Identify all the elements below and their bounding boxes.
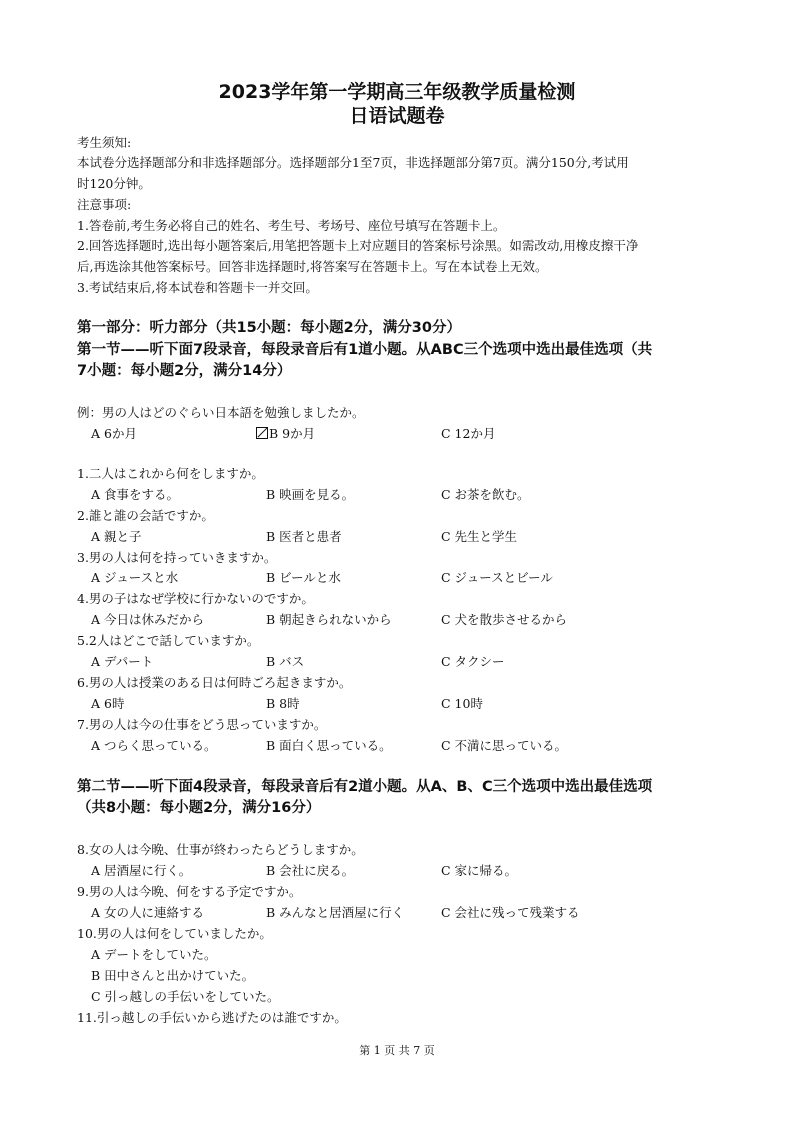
question-1: 1.二人はこれから何をしますか。 — [77, 466, 264, 481]
q6-option-c: C 10時 — [441, 696, 483, 711]
q4-option-c: C 犬を散歩させるから — [441, 612, 568, 627]
question-4: 4.男の子はなぜ学校に行かないのですか。 — [77, 591, 314, 606]
q1-option-a: A 食事をする。 — [91, 487, 180, 502]
q4-option-a: A 今日は休みだから — [91, 612, 205, 627]
q6-option-b: B 8時 — [266, 696, 300, 711]
q1-option-c: C お茶を飲む。 — [441, 487, 530, 502]
section2-heading-line1: 第二节——听下面4段录音，每段录音后有2道小题。从A、B、C三个选项中选出最佳选项 — [77, 779, 653, 795]
section1-heading-line2: 7小题：每小题2分，满分14分） — [77, 363, 292, 379]
q9-option-c: C 会社に残って残業する — [441, 905, 580, 920]
notice-item-3: 3.考试结束后,将本试卷和答题卡一并交回。 — [77, 280, 318, 295]
q2-option-a: A 親と子 — [91, 529, 142, 544]
checked-box-icon — [256, 427, 268, 439]
q10-option-c: C 引っ越しの手伝いをしていた。 — [91, 989, 280, 1004]
notice-label: 考生须知: — [77, 135, 132, 150]
q2-option-c: C 先生と学生 — [441, 529, 518, 544]
example-question: 例：男の人はどのぐらい日本語を勉強しましたか。 — [77, 405, 365, 420]
q10-option-b: B 田中さんと出かけていた。 — [91, 968, 255, 983]
question-5: 5.2人はどこで話していますか。 — [77, 633, 260, 648]
notice-item-2a: 2.回答选择题时,选出每小题答案后,用笔把答题卡上对应题目的答案标号涂黑。如需改动,用橡皮擦干净 — [77, 238, 639, 253]
example-option-c: C 12か月 — [441, 426, 496, 441]
exam-title: 2023学年第一学期高三年级教学质量检测 — [218, 81, 576, 103]
example-option-a: A 6か月 — [91, 426, 137, 441]
q7-option-c: C 不満に思っている。 — [441, 738, 568, 753]
q5-option-b: B バス — [266, 654, 305, 669]
question-9: 9.男の人は今晩、何をする予定ですか。 — [77, 884, 302, 899]
q7-option-b: B 面白く思っている。 — [266, 738, 392, 753]
q10-option-a: A デートをしていた。 — [91, 947, 217, 962]
question-2: 2.誰と誰の会話ですか。 — [77, 508, 214, 523]
question-11: 11.引っ越しの手伝いから逃げたのは誰ですか。 — [77, 1010, 347, 1025]
section2-heading-line2: （共8小题：每小题2分，满分16分） — [77, 800, 321, 816]
q4-option-b: B 朝起きられないから — [266, 612, 392, 627]
notice-item-2b: 后,再选涂其他答案标号。回答非选择题时,将答案写在答题卡上。写在本试卷上无效。 — [77, 259, 548, 274]
q5-option-c: C タクシー — [441, 654, 505, 669]
q9-option-a: A 女の人に連絡する — [91, 905, 205, 920]
q5-option-a: A デパート — [91, 654, 154, 669]
q7-option-a: A つらく思っている。 — [91, 738, 217, 753]
question-7: 7.男の人は今の仕事をどう思っていますか。 — [77, 717, 327, 732]
section1-heading-line1: 第一节——听下面7段录音，每段录音后有1道小题。从ABC三个选项中选出最佳选项（共 — [77, 342, 653, 358]
page-footer: 第 1 页 共 7 页 — [359, 1044, 435, 1057]
q8-option-c: C 家に帰る。 — [441, 863, 518, 878]
question-6: 6.男の人は授業のある日は何時ごろ起きますか。 — [77, 675, 352, 690]
notice-items-label: 注意事项: — [77, 197, 132, 212]
question-3: 3.男の人は何を持っていきますか。 — [77, 550, 277, 565]
q1-option-b: B 映画を見る。 — [266, 487, 355, 502]
q2-option-b: B 医者と患者 — [266, 529, 342, 544]
part1-heading: 第一部分：听力部分（共15小题：每小题2分，满分30分） — [77, 320, 461, 336]
q8-option-b: B 会社に戻る。 — [266, 863, 355, 878]
q3-option-a: A ジュースと水 — [91, 570, 179, 585]
q3-option-c: C ジュースとビール — [441, 570, 553, 585]
q8-option-a: A 居酒屋に行く。 — [91, 863, 192, 878]
notice-item-1: 1.答卷前,考生务必将自己的姓名、考生号、考场号、座位号填写在答题卡上。 — [77, 218, 506, 233]
q6-option-a: A 6時 — [91, 696, 125, 711]
q9-option-b: B みんなと居酒屋に行く — [266, 905, 405, 920]
exam-subtitle: 日语试题卷 — [349, 105, 445, 127]
notice-line-2: 时120分钟。 — [77, 176, 151, 191]
example-option-b: B 9か月 — [256, 424, 315, 444]
notice-line-1: 本试卷分选择题部分和非选择题部分。选择题部分1至7页，非选择题部分第7页。满分150分,考试用 — [77, 155, 629, 170]
question-8: 8.女の人は今晩、仕事が終わったらどうしますか。 — [77, 842, 364, 857]
q3-option-b: B ビールと水 — [266, 570, 341, 585]
question-10: 10.男の人は何をしていましたか。 — [77, 926, 272, 941]
